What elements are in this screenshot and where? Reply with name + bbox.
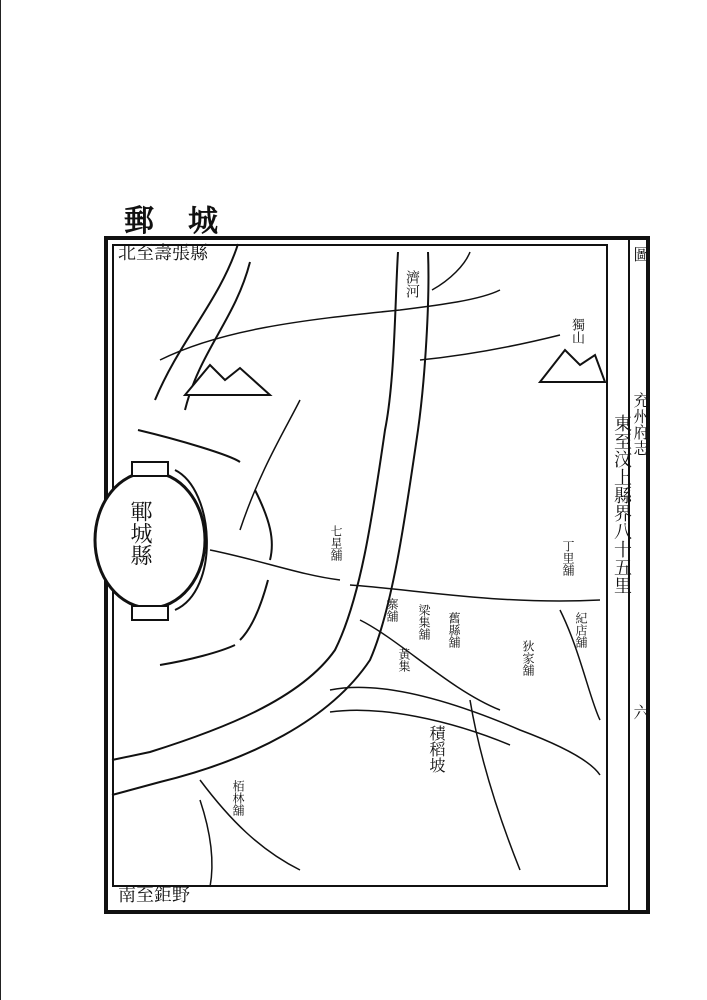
road-qixing bbox=[210, 550, 340, 580]
county-seat-label: 鄆城縣 bbox=[127, 500, 152, 566]
mountain-northwest bbox=[185, 365, 270, 395]
north-boundary-label: 北至壽張縣 bbox=[118, 243, 208, 264]
place-jiuxian: 舊縣舖 bbox=[447, 612, 461, 648]
margin-fragment-1: 圖 bbox=[631, 246, 650, 262]
mountain-label: 獨山 bbox=[569, 318, 584, 344]
road-south-ring-a bbox=[330, 687, 600, 775]
margin-fragment-3: 六 bbox=[631, 704, 650, 720]
place-jidao: 積稻坡 bbox=[427, 725, 446, 773]
river-label: 濟河 bbox=[404, 270, 420, 298]
road-south-vertical bbox=[470, 700, 520, 870]
place-guolin: 栢林舖 bbox=[231, 780, 245, 816]
road-to-dushan bbox=[420, 335, 560, 360]
road-south-bottom bbox=[200, 800, 212, 887]
place-qixing: 七星舖 bbox=[329, 525, 343, 561]
place-dijia: 狄家舖 bbox=[521, 640, 535, 676]
road-north-arc bbox=[432, 252, 470, 290]
place-jidian: 紀店舖 bbox=[574, 612, 588, 648]
north-gate-tower bbox=[132, 462, 168, 476]
place-zhaihe: 寨舖 bbox=[385, 598, 399, 622]
place-dingli: 丁里舖 bbox=[561, 540, 575, 576]
place-huangji: 黃集 bbox=[397, 648, 411, 672]
south-boundary-label: 南至鉅野 bbox=[118, 885, 190, 906]
map-title-text: 郵 城 bbox=[124, 204, 220, 239]
east-boundary-label: 東至汶上縣界八十五里 bbox=[611, 414, 632, 594]
place-liangchang: 梁集舖 bbox=[417, 604, 431, 640]
road-southwest bbox=[200, 780, 300, 870]
moat-ring-outer-2 bbox=[255, 490, 272, 560]
margin-fragment-2: 充州府志 bbox=[631, 392, 650, 456]
moat-ring-outer-1 bbox=[138, 430, 240, 462]
moat-ring-outer-3 bbox=[240, 580, 268, 640]
moat-ring-outer-4 bbox=[160, 645, 235, 665]
mountain-dushan bbox=[540, 350, 605, 382]
south-gate-tower bbox=[132, 606, 168, 620]
road-central bbox=[240, 400, 300, 530]
